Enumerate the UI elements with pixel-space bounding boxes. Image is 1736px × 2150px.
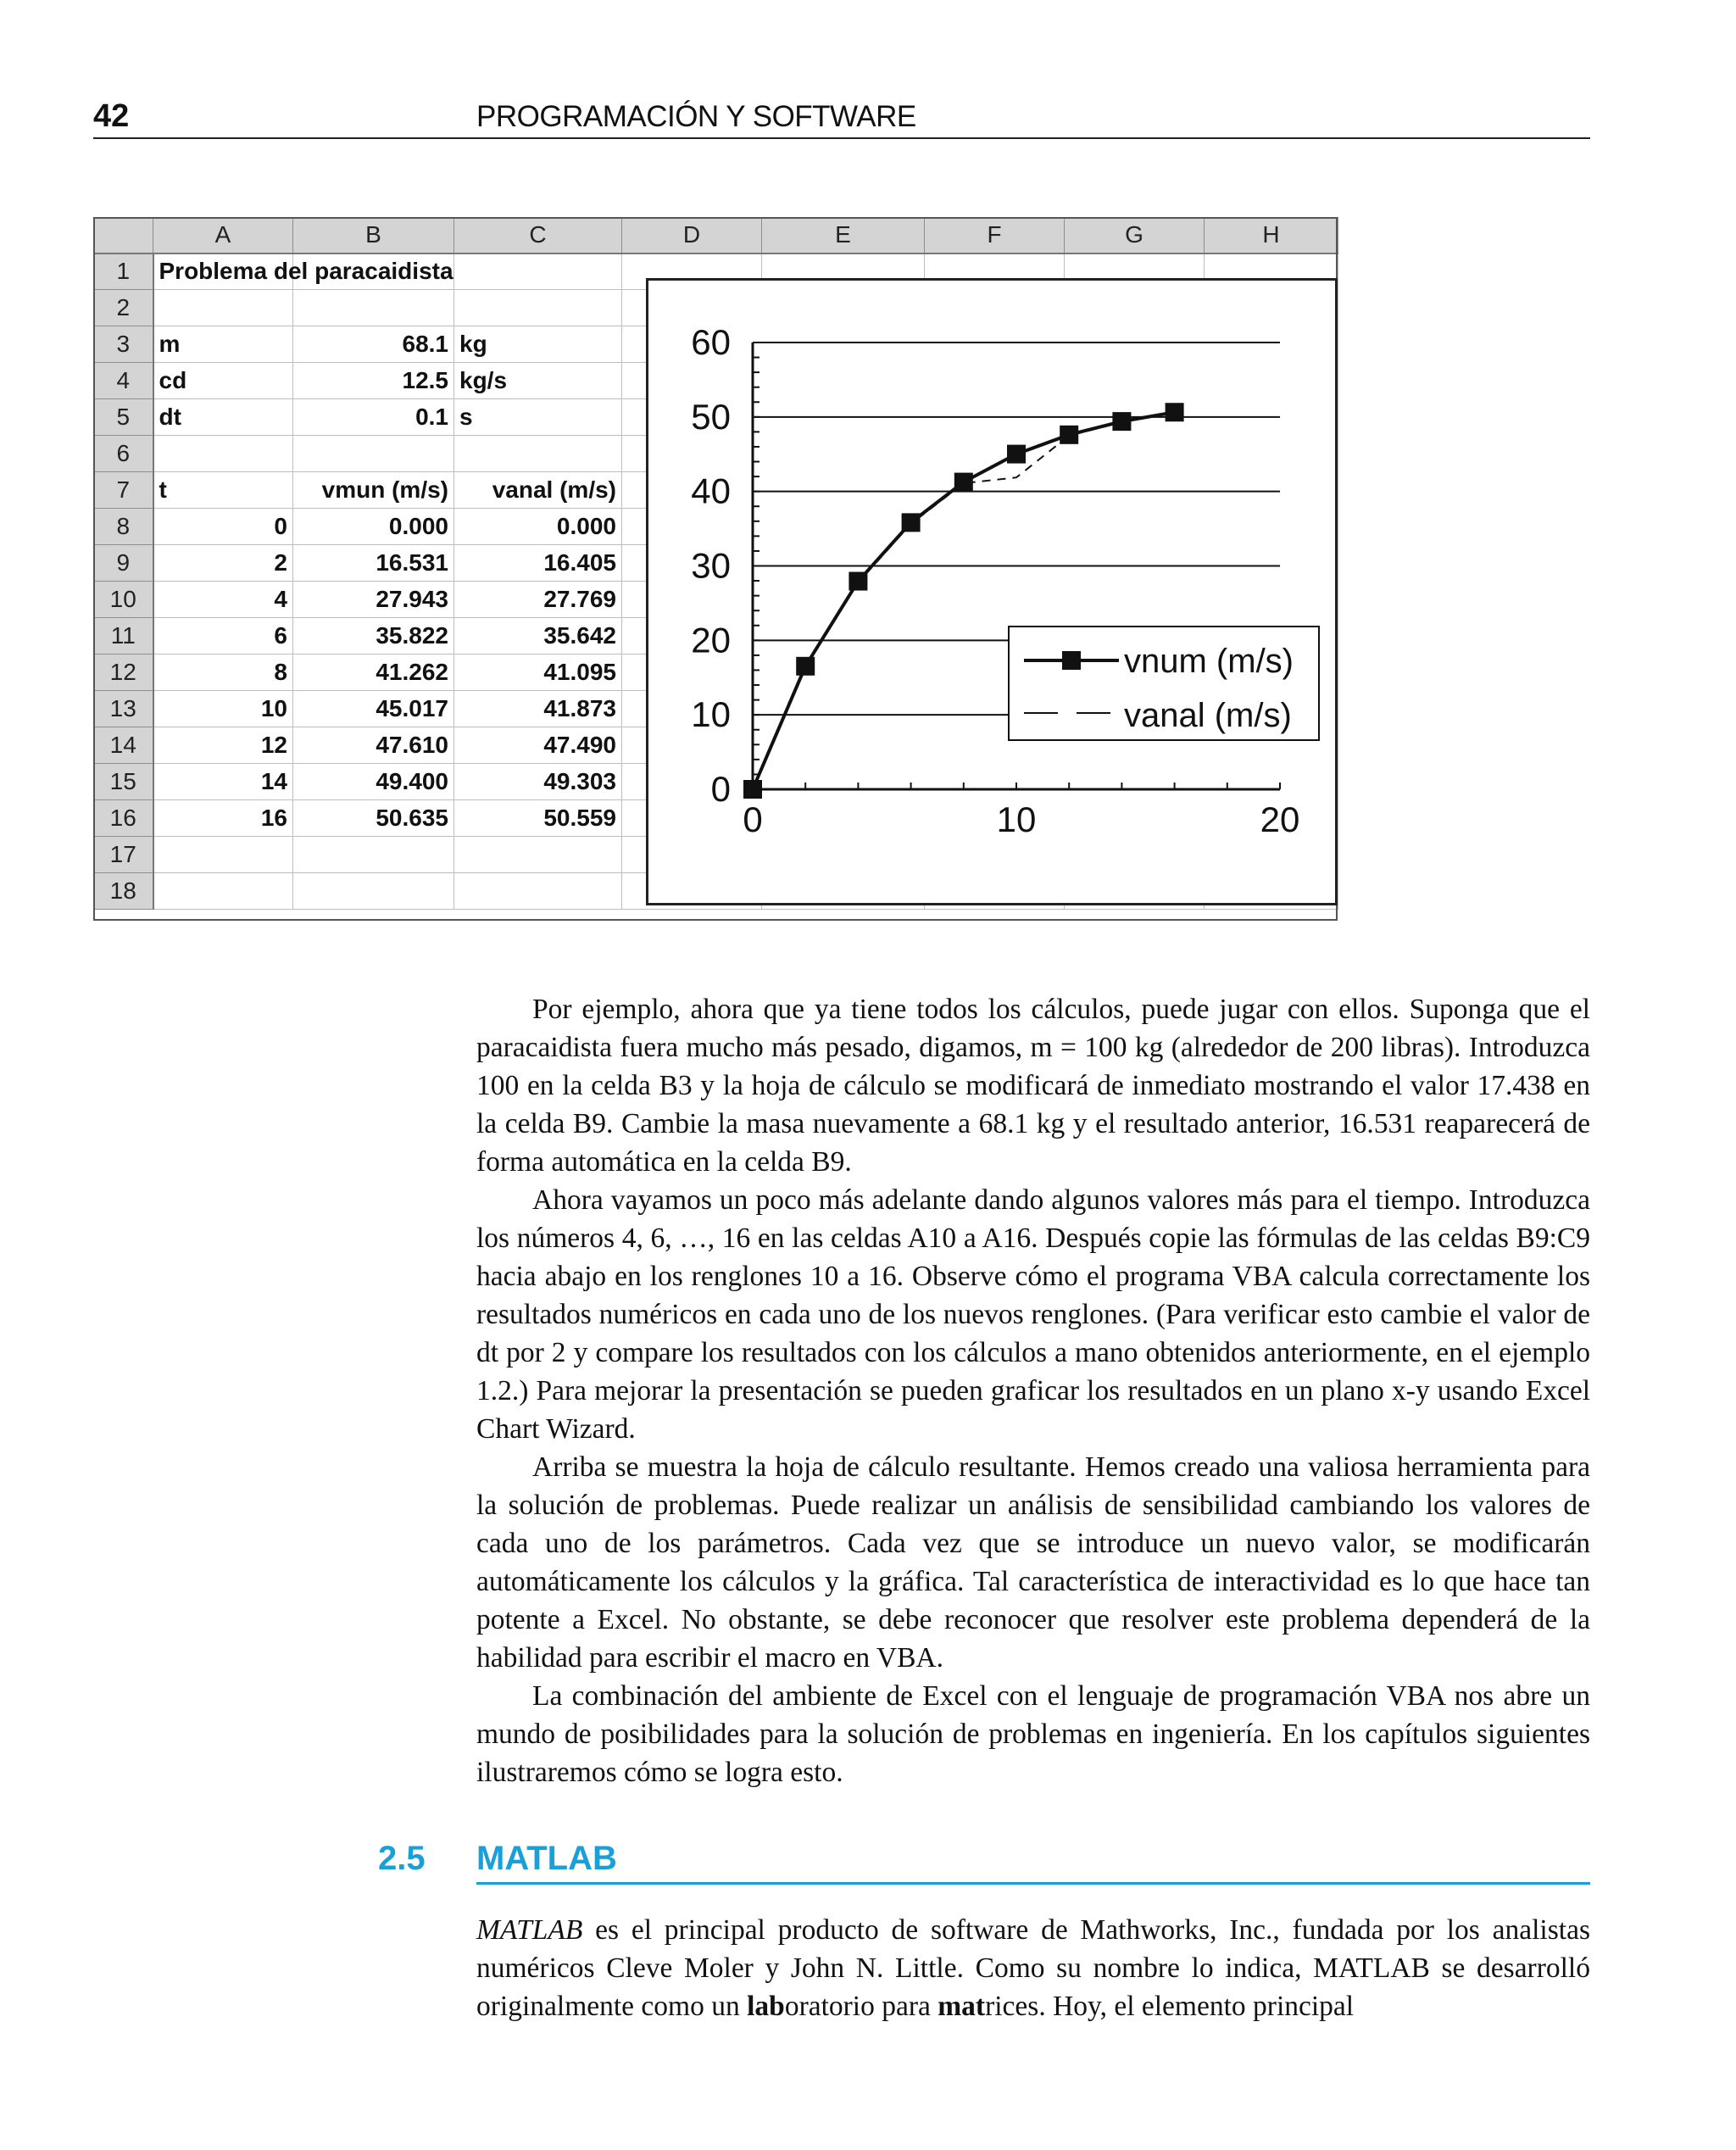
data-point-vnum bbox=[796, 657, 815, 676]
y-tick-label: 60 bbox=[691, 322, 731, 362]
cell-b7[interactable]: vmun (m/s) bbox=[293, 472, 454, 509]
legend-vnum-marker bbox=[1062, 651, 1081, 670]
cell-a18[interactable] bbox=[153, 873, 293, 910]
x-tick-label: 10 bbox=[996, 799, 1037, 839]
matlab-italic-lead: MATLAB bbox=[476, 1914, 583, 1946]
section-title: MATLAB bbox=[476, 1840, 617, 1877]
cell-b10[interactable]: 27.943 bbox=[293, 582, 454, 618]
row-header[interactable]: 2 bbox=[94, 290, 153, 326]
column-header-e[interactable]: E bbox=[762, 218, 925, 253]
cell-a11[interactable]: 6 bbox=[153, 618, 293, 654]
cell-b8[interactable]: 0.000 bbox=[293, 509, 454, 545]
row-header[interactable]: 11 bbox=[94, 618, 153, 654]
y-tick-label: 40 bbox=[691, 471, 731, 511]
cell-a15[interactable]: 14 bbox=[153, 764, 293, 800]
column-header-a[interactable]: A bbox=[153, 218, 293, 253]
matlab-text bbox=[476, 1911, 1590, 2025]
row-header[interactable]: 15 bbox=[94, 764, 153, 800]
row-header[interactable]: 13 bbox=[94, 691, 153, 727]
cell-c8[interactable]: 0.000 bbox=[454, 509, 622, 545]
cell-c3[interactable]: kg bbox=[454, 326, 622, 363]
cell-b15[interactable]: 49.400 bbox=[293, 764, 454, 800]
cell-b18[interactable] bbox=[293, 873, 454, 910]
y-tick-label: 10 bbox=[691, 694, 731, 735]
cell-a14[interactable]: 12 bbox=[153, 727, 293, 764]
data-point-vnum bbox=[902, 513, 921, 532]
cell-b17[interactable] bbox=[293, 837, 454, 873]
cell-a8[interactable]: 0 bbox=[153, 509, 293, 545]
paragraph-3: Arriba se muestra la hoja de cálculo resultante. Hemos creado una valiosa herramienta para la solución de problemas. Puede realizar un análisis de sensibilidad cambiando los valores de cada uno de los parámetros. Cada vez que se introduce un nuevo valor, se modificarán automáticamente los cálculos y la gráfica. Tal característica de interactividad es lo que hace tan potente a Excel. No obstante, se debe reconocer que resolver este problema dependerá de la habilidad para escribir el macro en VBA. bbox=[476, 1451, 1590, 1674]
cell-b9[interactable]: 16.531 bbox=[293, 545, 454, 582]
y-tick-label: 20 bbox=[691, 620, 731, 660]
cell-c14[interactable]: 47.490 bbox=[454, 727, 622, 764]
column-header-d[interactable]: D bbox=[622, 218, 762, 253]
cell-a7[interactable]: t bbox=[153, 472, 293, 509]
cell-a2[interactable] bbox=[153, 290, 293, 326]
cell-a9[interactable]: 2 bbox=[153, 545, 293, 582]
cell-c2[interactable] bbox=[454, 290, 622, 326]
matlab-text-3: rices. Hoy, el elemento principal bbox=[985, 1991, 1355, 2022]
data-point-vnum bbox=[954, 473, 973, 492]
row-header[interactable]: 17 bbox=[94, 837, 153, 873]
row-header[interactable]: 16 bbox=[94, 800, 153, 837]
matlab-paragraph bbox=[476, 1911, 1590, 2025]
cell-c15[interactable]: 49.303 bbox=[454, 764, 622, 800]
legend-vanal-label: vanal (m/s) bbox=[1124, 697, 1292, 734]
cell-b3[interactable]: 68.1 bbox=[293, 326, 454, 363]
cell-b6[interactable] bbox=[293, 436, 454, 472]
select-all-corner[interactable] bbox=[94, 218, 153, 253]
cell-a6[interactable] bbox=[153, 436, 293, 472]
cell-c13[interactable]: 41.873 bbox=[454, 691, 622, 727]
x-tick-label: 20 bbox=[1260, 799, 1300, 839]
cell-b2[interactable] bbox=[293, 290, 454, 326]
section-heading bbox=[378, 1833, 1590, 1887]
cell-c16[interactable]: 50.559 bbox=[454, 800, 622, 837]
paragraph-4: La combinación del ambiente de Excel con el lenguaje de programación VBA nos abre un mundo de posibilidades para la solución de problemas en ingeniería. En los capítulos siguientes ilustraremos cómo se logra esto. bbox=[476, 1680, 1590, 1788]
cell-c5[interactable]: s bbox=[454, 399, 622, 436]
cell-c1[interactable] bbox=[454, 253, 622, 290]
cell-a3[interactable]: m bbox=[153, 326, 293, 363]
page-number: 42 bbox=[93, 98, 130, 134]
matlab-text-1: es el principal producto de software de Mathworks, Inc., fundada por los analistas numéricos Cleve Moler y John N. Little. Como su nombre lo indica, MATLAB se desarrolló originalmente como un bbox=[476, 1914, 1590, 2022]
legend-vnum-label: vnum (m/s) bbox=[1124, 643, 1294, 680]
spreadsheet-figure bbox=[93, 217, 1338, 921]
cell-c10[interactable]: 27.769 bbox=[454, 582, 622, 618]
cell-a5[interactable]: dt bbox=[153, 399, 293, 436]
row-header[interactable]: 4 bbox=[94, 363, 153, 399]
cell-a4[interactable]: cd bbox=[153, 363, 293, 399]
y-tick-label: 0 bbox=[710, 769, 731, 809]
cell-c7[interactable]: vanal (m/s) bbox=[454, 472, 622, 509]
cell-b11[interactable]: 35.822 bbox=[293, 618, 454, 654]
cell-a13[interactable]: 10 bbox=[153, 691, 293, 727]
cell-a16[interactable]: 16 bbox=[153, 800, 293, 837]
data-point-vnum bbox=[1112, 412, 1131, 431]
cell-a10[interactable]: 4 bbox=[153, 582, 293, 618]
matlab-bold-mat: mat bbox=[938, 1991, 986, 2022]
cell-a1[interactable]: Problema del paracaidista bbox=[153, 253, 293, 290]
cell-c12[interactable]: 41.095 bbox=[454, 654, 622, 691]
y-tick-label: 30 bbox=[691, 545, 731, 586]
cell-b16[interactable]: 50.635 bbox=[293, 800, 454, 837]
cell-c17[interactable] bbox=[454, 837, 622, 873]
x-tick-label: 0 bbox=[743, 799, 763, 839]
cell-b4[interactable]: 12.5 bbox=[293, 363, 454, 399]
cell-a12[interactable]: 8 bbox=[153, 654, 293, 691]
y-tick-label: 50 bbox=[691, 396, 731, 437]
data-point-vnum bbox=[1166, 403, 1184, 421]
running-title: PROGRAMACIÓN Y SOFTWARE bbox=[476, 100, 916, 133]
row-header[interactable]: 5 bbox=[94, 399, 153, 436]
row-header[interactable]: 6 bbox=[94, 436, 153, 472]
matlab-bold-lab: lab bbox=[747, 1991, 785, 2022]
cell-b12[interactable]: 41.262 bbox=[293, 654, 454, 691]
cell-c9[interactable]: 16.405 bbox=[454, 545, 622, 582]
row-header[interactable]: 8 bbox=[94, 509, 153, 545]
column-header-c[interactable]: C bbox=[454, 218, 622, 253]
row-header[interactable]: 14 bbox=[94, 727, 153, 764]
cell-b13[interactable]: 45.017 bbox=[293, 691, 454, 727]
body-text bbox=[476, 990, 1590, 1791]
row-header[interactable]: 9 bbox=[94, 545, 153, 582]
cell-c11[interactable]: 35.642 bbox=[454, 618, 622, 654]
column-header-row bbox=[94, 218, 1338, 253]
data-point-vnum bbox=[1060, 426, 1078, 444]
row-header[interactable]: 10 bbox=[94, 582, 153, 618]
section-rule bbox=[476, 1882, 1590, 1885]
column-header-b[interactable]: B bbox=[293, 218, 454, 253]
section-number: 2.5 bbox=[378, 1840, 426, 1877]
paragraph-2: Ahora vayamos un poco más adelante dando algunos valores más para el tiempo. Introduzca los números 4, 6, …, 16 en las celdas A10 a A16. Después copie las fórmulas de las celdas B9:C9 hacia abajo en los renglones 10 a 16. Observe cómo el programa VBA calcula correctamente los resultados numéricos en cada uno de los nuevos renglones. (Para verificar esto cambie el valor de dt por 2 y compare los resultados con los cálculos a mano obtenidos anteriormente, en el ejemplo 1.2.) Para mejorar la presentación se pueden graficar los resultados en un plano x-y usando Excel Chart Wizard. bbox=[476, 1184, 1590, 1445]
data-point-vnum bbox=[743, 780, 762, 799]
column-header-h[interactable]: H bbox=[1205, 218, 1338, 253]
row-header[interactable]: 7 bbox=[94, 472, 153, 509]
row-header[interactable]: 1 bbox=[94, 253, 153, 290]
page-header bbox=[93, 93, 1590, 139]
cell-b14[interactable]: 47.610 bbox=[293, 727, 454, 764]
row-header[interactable]: 12 bbox=[94, 654, 153, 691]
cell-c6[interactable] bbox=[454, 436, 622, 472]
matlab-text-2: oratorio para bbox=[784, 1991, 938, 2022]
cell-b5[interactable]: 0.1 bbox=[293, 399, 454, 436]
column-header-g[interactable]: G bbox=[1065, 218, 1205, 253]
cell-c18[interactable] bbox=[454, 873, 622, 910]
paragraph-1: Por ejemplo, ahora que ya tiene todos los cálculos, puede jugar con ellos. Suponga que el paracaidista fuera mucho más pesado, digamos, m = 100 kg (alrededor de 200 libras). Introduzca 100 en la celda B3 y la hoja de cálculo se modificará de inmediato mostrando el valor 17.438 en la celda B9. Cambie la masa nuevamente a 68.1 kg y el resultado anterior, 16.531 reaparecerá de forma automática en la celda B9. bbox=[476, 994, 1590, 1178]
row-header[interactable]: 18 bbox=[94, 873, 153, 910]
row-header[interactable]: 3 bbox=[94, 326, 153, 363]
cell-a17[interactable] bbox=[153, 837, 293, 873]
data-point-vnum bbox=[1007, 445, 1026, 464]
cell-c4[interactable]: kg/s bbox=[454, 363, 622, 399]
velocity-chart bbox=[648, 281, 1335, 903]
embedded-chart[interactable] bbox=[646, 278, 1338, 905]
data-point-vnum bbox=[849, 572, 867, 591]
column-header-f[interactable]: F bbox=[925, 218, 1065, 253]
